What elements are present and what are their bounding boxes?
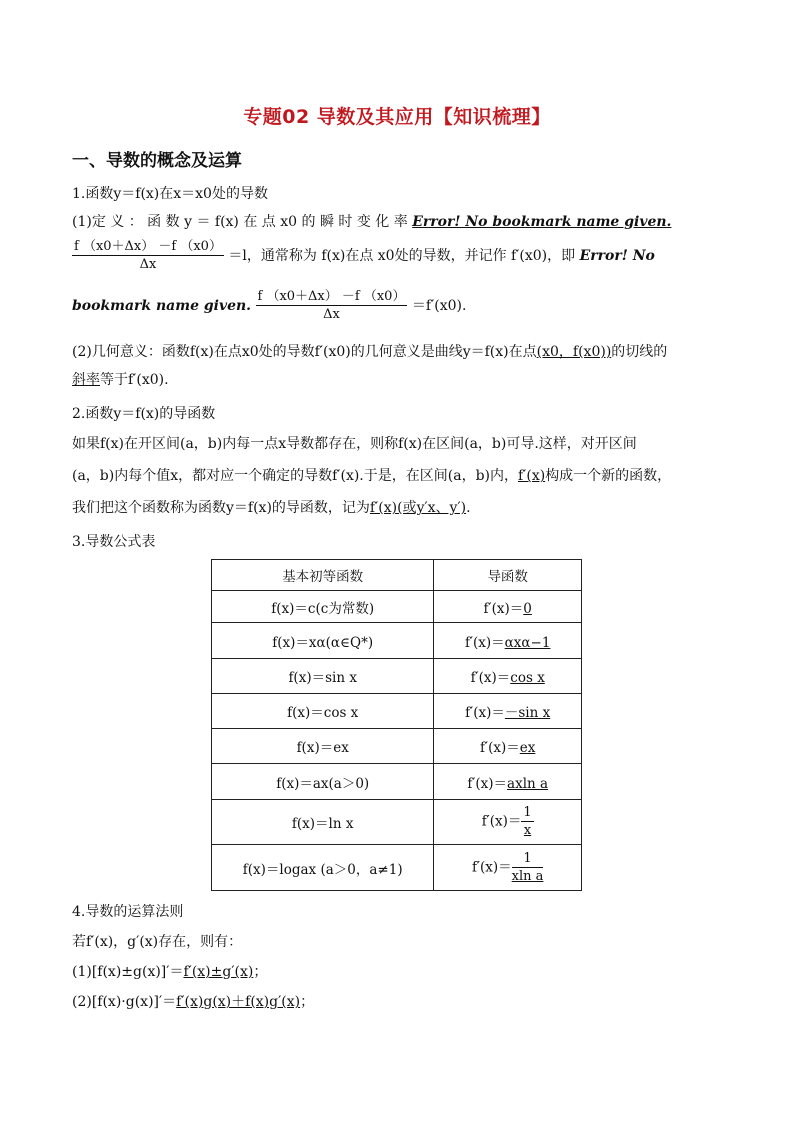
p2-heading: 2.函数y＝f(x)的导函数 xyxy=(72,406,216,422)
fraction: $\frac{1}{x}$ xyxy=(523,805,532,838)
p1-geometric-line1: (2)几何意义：函数f(x)在点x0处的导数f′(x0)的几何意义是曲线y＝f(x)在点(x0，f(x0))的切线的 xyxy=(72,344,668,360)
table-row: f(x)＝ex f′(x)＝ex xyxy=(212,729,582,764)
table-header-row xyxy=(212,560,582,591)
p4-rule2: (2)[f(x)·g(x)]′＝f′(x)g(x)＋f(x)g′(x)； xyxy=(72,994,315,1010)
fraction: $\frac{f (x0+\Delta x) -f (x0)}{\Delta x}$ xyxy=(74,239,222,272)
table-header-cell: 基本初等函数 xyxy=(212,560,434,591)
table-row: f(x)＝logax (a＞0，a≠1) f′(x)＝ $\frac{1}{\text{xln a}}$ xyxy=(212,845,582,891)
p1-definition-line1: (1)定 义 ： 函 数 y ＝ f(x) 在 点 x0 的 瞬 时 变 化 率 Error! No bookmark name given. xyxy=(72,214,672,230)
p4-rule1: (1)[f(x)±g(x)]′＝f′(x)±g′(x)； xyxy=(72,964,268,980)
error-text: bookmark name given. xyxy=(72,298,252,314)
table-header-cell: 导函数 xyxy=(434,560,582,591)
p1-geometric-line2: 斜率等于f′(x0). xyxy=(72,372,169,388)
p4-heading: 4.导数的运算法则 xyxy=(72,904,184,920)
error-text: Error! No xyxy=(579,248,655,264)
p1-heading: 1.函数y＝f(x)在x＝x0处的导数 xyxy=(72,186,268,202)
p1-definition-line2: $\frac{f (x0+\Delta x) -f (x0)}{\Delta x}$ ＝l，通常称为 f(x)在点 x0处的导数，并记作 f′(x0)，即 Error! No xyxy=(74,239,655,272)
error-text: Error! No bookmark name given. xyxy=(412,214,672,230)
fraction: $\frac{1}{\text{xln a}}$ xyxy=(511,850,544,884)
table-row: f(x)＝sin x f′(x)＝cos x xyxy=(212,659,582,694)
page-title: 专题02 导数及其应用【知识梳理】 xyxy=(243,106,551,128)
p3-heading: 3.导数公式表 xyxy=(72,534,156,550)
fraction: $\frac{f (x0+\Delta x) -f (x0)}{\Delta x}$ xyxy=(257,289,406,322)
p2-line3: 我们把这个函数称为函数y＝f(x)的导函数，记为f′(x)(或y′x、y′). xyxy=(72,500,471,516)
p2-line1: 如果f(x)在开区间(a，b)内每一点x导数都存在，则称f(x)在区间(a，b)可导.这样，对开区间 xyxy=(72,436,637,452)
table-row: f(x)＝ax(a＞0) f′(x)＝axln a xyxy=(212,764,582,800)
table-row: f(x)＝xα(α∈Q*) f′(x)＝αxα−1 xyxy=(212,623,582,659)
p4-intro: 若f′(x)，g′(x)存在，则有： xyxy=(72,934,243,950)
section-heading: 一、导数的概念及运算 xyxy=(72,151,242,171)
table-row: f(x)＝ln x f′(x)＝ $\frac{1}{x}$ xyxy=(212,800,582,845)
p1-definition-line3: bookmark name given. $\frac{f (x0+\Delta x) -f (x0)}{\Delta x}$ ＝f′(x0). xyxy=(72,289,467,322)
table-row: f(x)＝c(c为常数) f′(x)＝0 xyxy=(212,591,582,623)
derivative-formula-table xyxy=(211,559,582,891)
p2-line2: (a，b)内每个值x，都对应一个确定的导数f′(x).于是，在区间(a，b)内，f′(x)构成一个新的函数， xyxy=(72,468,672,484)
table-row: f(x)＝cos x f′(x)＝－sin x xyxy=(212,694,582,729)
